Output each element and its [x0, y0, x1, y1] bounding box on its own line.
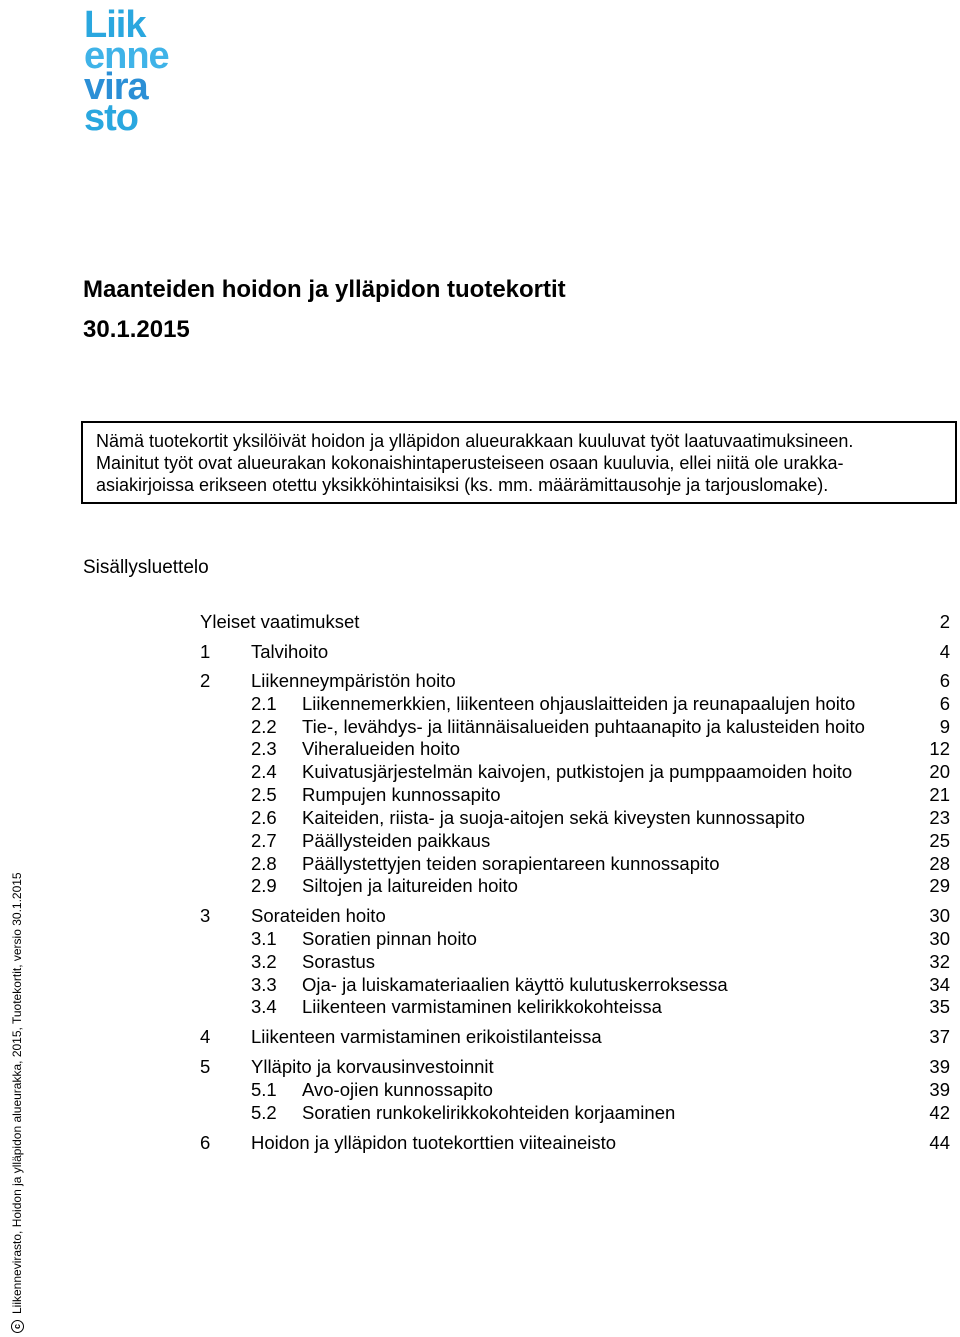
toc-entry-number: 5.2: [251, 1102, 277, 1123]
toc-entry-number: 4: [200, 1026, 211, 1047]
toc-entry[interactable]: [0, 852, 960, 876]
toc-entry[interactable]: [0, 904, 960, 928]
toc-entry-label: Soratien pinnan hoito: [302, 928, 477, 949]
toc-entry-page: 44: [929, 1132, 950, 1153]
toc-entry-label: Yleiset vaatimukset: [200, 611, 360, 632]
toc-entry-number: 2.6: [251, 807, 277, 828]
toc-entry-label: Soratien runkokelirikkokohteiden korjaaminen: [302, 1102, 676, 1123]
toc-entry-page: 6: [939, 693, 950, 714]
document-title: Maanteiden hoidon ja ylläpidon tuotekortit: [83, 276, 566, 303]
liikennevirasto-logo: [84, 4, 204, 139]
notice-line: asiakirjoissa erikseen otettu yksikköhintaisiksi (ks. mm. määrämittausohje ja tarjouslomake).: [96, 475, 829, 495]
toc-entry-number: 2.5: [251, 784, 277, 805]
toc-entry[interactable]: [0, 715, 960, 739]
toc-entry[interactable]: [0, 1055, 960, 1079]
toc-entry-page: 2: [939, 611, 950, 632]
toc-entry[interactable]: [0, 610, 960, 634]
toc-entry-page: 30: [929, 905, 950, 926]
toc-entry[interactable]: [0, 927, 960, 951]
side-copyright-text: Liikennevirasto, Hoidon ja ylläpidon alueurakka, 2015, Tuotekortit, versio 30.1.2015: [10, 872, 24, 1314]
toc-entry[interactable]: [0, 973, 960, 997]
copyright-icon: c: [11, 1320, 24, 1333]
toc-entry[interactable]: [0, 1025, 960, 1049]
toc-entry[interactable]: [0, 737, 960, 761]
logo-line: vira: [84, 66, 148, 108]
toc-entry-page: 37: [929, 1026, 950, 1047]
toc-entry-label: Kuivatusjärjestelmän kaivojen, putkistojen ja pumppaamoiden hoito: [302, 761, 853, 782]
toc-entry-page: 35: [929, 996, 950, 1017]
toc-heading: Sisällysluettelo: [83, 557, 209, 578]
toc-entry[interactable]: [0, 829, 960, 853]
toc-entry-number: 2.3: [251, 738, 277, 759]
logo-line: sto: [84, 97, 138, 139]
toc-entry-label: Liikenneympäristön hoito: [251, 670, 456, 691]
toc-entry-number: 2.2: [251, 716, 277, 737]
toc-entry[interactable]: [0, 760, 960, 784]
toc-entry-label: Talvihoito: [251, 641, 329, 662]
toc-entry-number: 3.3: [251, 974, 277, 995]
toc-entry[interactable]: [0, 1078, 960, 1102]
toc-entry[interactable]: [0, 1131, 960, 1155]
logo-line: Liik: [84, 4, 146, 46]
toc-entry-label: Tie-, levähdys- ja liitännäisalueiden puhtaanapito ja kalusteiden hoito: [302, 716, 865, 737]
toc-entry-page: 30: [929, 928, 950, 949]
toc-entry-page: 28: [929, 853, 950, 874]
toc-entry-label: Rumpujen kunnossapito: [302, 784, 501, 805]
toc-entry-page: 4: [939, 641, 950, 662]
toc-entry-label: Liikenteen varmistaminen erikoistilanteissa: [251, 1026, 602, 1047]
toc-entry-page: 12: [929, 738, 950, 759]
toc-entry-label: Päällystettyjen teiden sorapientareen kunnossapito: [302, 853, 720, 874]
toc-entry-number: 3: [200, 905, 211, 926]
toc-entry-number: 2.8: [251, 853, 277, 874]
toc-entry-label: Kaiteiden, riista- ja suoja-aitojen sekä kiveysten kunnossapito: [302, 807, 805, 828]
toc-entry[interactable]: [0, 640, 960, 664]
toc-entry[interactable]: [0, 806, 960, 830]
toc-entry-number: 2.1: [251, 693, 277, 714]
toc-entry[interactable]: [0, 669, 960, 693]
toc-entry-number: 2.7: [251, 830, 277, 851]
toc-entry-label: Siltojen ja laitureiden hoito: [302, 875, 518, 896]
notice-line: Mainitut työt ovat alueurakan kokonaishintaperusteiseen osaan kuuluvia, ellei niitä ole urakka-: [96, 453, 844, 473]
toc-entry-number: 5.1: [251, 1079, 277, 1100]
toc-entry-page: 9: [939, 716, 950, 737]
toc-entry-page: 34: [929, 974, 950, 995]
toc-entry-page: 6: [939, 670, 950, 691]
toc-entry-label: Liikenteen varmistaminen kelirikkokohteissa: [302, 996, 662, 1017]
toc-entry-number: 1: [200, 641, 211, 662]
toc-entry-page: 39: [929, 1056, 950, 1077]
toc-entry-number: 6: [200, 1132, 211, 1153]
toc-entry-label: Päällysteiden paikkaus: [302, 830, 491, 851]
toc-entry-page: 23: [929, 807, 950, 828]
toc-entry-label: Ylläpito ja korvausinvestoinnit: [251, 1056, 494, 1077]
toc-entry-number: 2.9: [251, 875, 277, 896]
toc-entry-page: 25: [929, 830, 950, 851]
toc-entry-number: 2.4: [251, 761, 277, 782]
toc-entry[interactable]: [0, 950, 960, 974]
toc-entry-page: 39: [929, 1079, 950, 1100]
toc-entry-label: Sorastus: [302, 951, 376, 972]
logo-line: enne: [84, 35, 169, 77]
document-date: 30.1.2015: [83, 316, 190, 343]
toc-entry[interactable]: [0, 874, 960, 898]
toc-entry-label: Hoidon ja ylläpidon tuotekorttien viiteaineisto: [251, 1132, 617, 1153]
toc-entry-number: 2: [200, 670, 211, 691]
toc-entry-page: 42: [929, 1102, 950, 1123]
toc-entry[interactable]: [0, 1101, 960, 1125]
toc-entry-page: 21: [929, 784, 950, 805]
toc-entry-number: 3.2: [251, 951, 277, 972]
notice-box: [81, 421, 957, 504]
toc-entry-number: 3.4: [251, 996, 277, 1017]
toc-entry-page: 20: [929, 761, 950, 782]
toc-entry-page: 32: [929, 951, 950, 972]
side-copyright: [10, 872, 24, 1333]
toc-entry-label: Avo-ojien kunnossapito: [302, 1079, 493, 1100]
toc-entry-label: Sorateiden hoito: [251, 905, 386, 926]
toc-entry[interactable]: [0, 783, 960, 807]
toc-entry[interactable]: [0, 692, 960, 716]
toc-entry-page: 29: [929, 875, 950, 896]
toc-entry-number: 5: [200, 1056, 211, 1077]
notice-line: Nämä tuotekortit yksilöivät hoidon ja ylläpidon alueurakkaan kuuluvat työt laatuvaatimuksineen.: [96, 431, 854, 451]
toc-entry-number: 3.1: [251, 928, 277, 949]
toc-entry-label: Oja- ja luiskamateriaalien käyttö kulutuskerroksessa: [302, 974, 728, 995]
toc-entry-label: Viheralueiden hoito: [302, 738, 461, 759]
toc-entry[interactable]: [0, 995, 960, 1019]
toc-entry-label: Liikennemerkkien, liikenteen ohjauslaitteiden ja reunapaalujen hoito: [302, 693, 856, 714]
